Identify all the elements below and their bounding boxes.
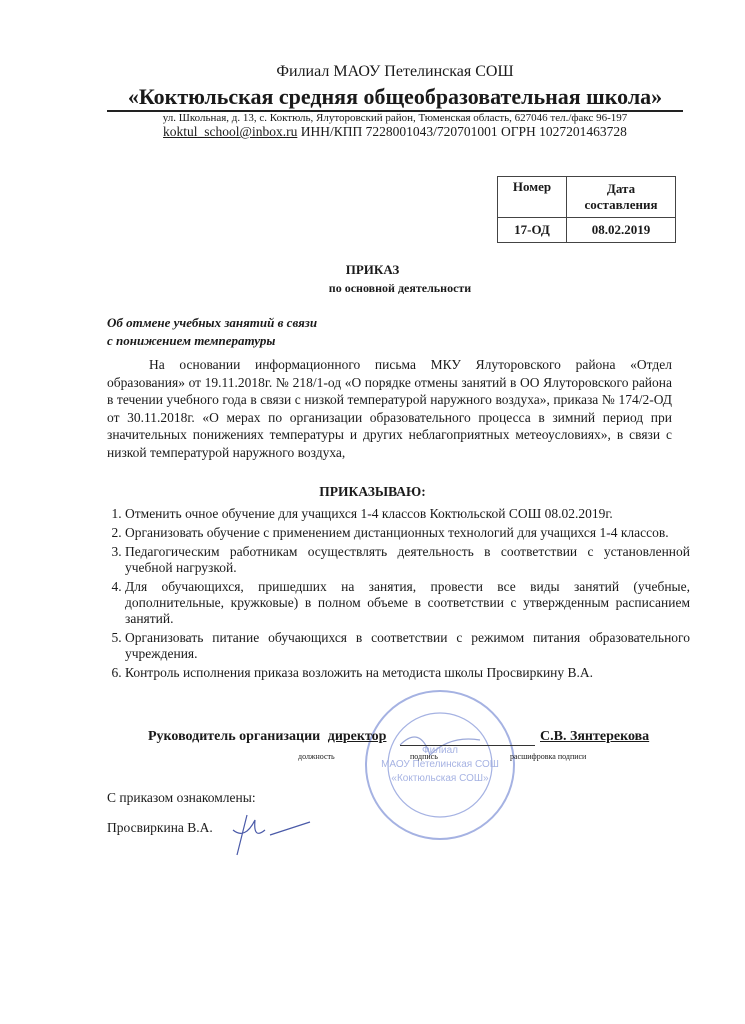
header-date: Дата составления	[567, 177, 676, 218]
doc-title: ПРИКАЗ	[345, 262, 400, 277]
subject-line: с понижением температуры	[107, 333, 276, 348]
stamp-text: Филиал	[421, 745, 459, 756]
subject-line: Об отмене учебных занятий в связи	[107, 315, 318, 330]
list-item: 4. Для обучающихся, пришедших на занятия, провести все виды занятий (учебные, дополнительные, кружковые) в полном объеме в соответствии с утвержденным расписанием занятий.	[125, 579, 690, 627]
list-item: 6. Контроль исполнения приказа возложить на методиста школы Просвиркину В.А.	[125, 665, 690, 681]
list-item: 2. Организовать обучение с применением дистанционных технологий для учащихся 1-4 классов.	[125, 525, 690, 541]
acknowledged-label: С приказом ознакомлены:	[107, 790, 256, 805]
subject	[107, 314, 317, 350]
preamble: На основании информационного письма МКУ Ялуторовского района «Отдел образования» от 19.11.2018г. № 218/1-од «О порядке отмены занятий в ОО Ялуторовского района в течении учебного года в связи с низкой температурой наружного воздуха», приказа № 174/2-ОД от 30.11.2018г. «О мерах по организации образовательного процесса в зимний период при значительных понижениях температуры и других неблагоприятных метеоусловиях», в связи с низкой температурой наружного воздуха,	[107, 357, 672, 460]
doc-date: 08.02.2019	[567, 218, 676, 243]
header-number: Номер	[498, 177, 567, 218]
handwritten-signature-icon	[225, 810, 315, 860]
acknowledged-name: Просвиркина В.А.	[107, 820, 213, 835]
caption-signature: подпись	[410, 752, 438, 761]
list-item: 5. Организовать питание обучающихся в соответствии с режимом питания образовательного учреждения.	[125, 630, 690, 662]
stamp-icon	[360, 685, 520, 845]
doc-subtitle: по основной деятельности	[328, 281, 472, 295]
doc-number-table	[497, 176, 676, 243]
registration-line	[100, 124, 690, 140]
address: ул. Школьная, д. 13, с. Коктюль, Ялуторовский район, Тюменская область, 627046 тел./факс 96-197	[162, 112, 628, 124]
org-line: Филиал МАОУ Петелинская СОШ	[276, 63, 514, 80]
order-list	[107, 506, 690, 684]
signer-name: С.В. Зянтерекова	[540, 729, 650, 744]
signature-underline	[400, 745, 535, 746]
caption-decode: расшифровка подписи	[510, 752, 587, 761]
email-link[interactable]: koktul_school@inbox.ru	[163, 124, 298, 139]
caption-position: должность	[298, 752, 335, 761]
signature-label: Руководитель организации	[148, 729, 321, 744]
signature-position: директор	[327, 729, 387, 744]
stamp-text: «Коктюльская СОШ»	[391, 773, 489, 784]
list-item: 1. Отменить очное обучение для учащихся 1-4 классов Коктюльской СОШ 08.02.2019г.	[125, 506, 690, 522]
signature-line	[148, 729, 386, 745]
stamp-text: МАОУ Петелинская СОШ	[381, 759, 499, 770]
school-name: «Коктюльская средняя общеобразовательная школа»	[127, 84, 663, 109]
list-item: 3. Педагогическим работникам осуществлять деятельность в соответствии с установленной учебной нагрузкой.	[125, 544, 690, 576]
registration-numbers: ИНН/КПП 7228001043/720701001 ОГРН 1027201463728	[297, 124, 627, 139]
order-word: ПРИКАЗЫВАЮ:	[319, 484, 426, 499]
doc-number: 17-ОД	[498, 218, 567, 243]
